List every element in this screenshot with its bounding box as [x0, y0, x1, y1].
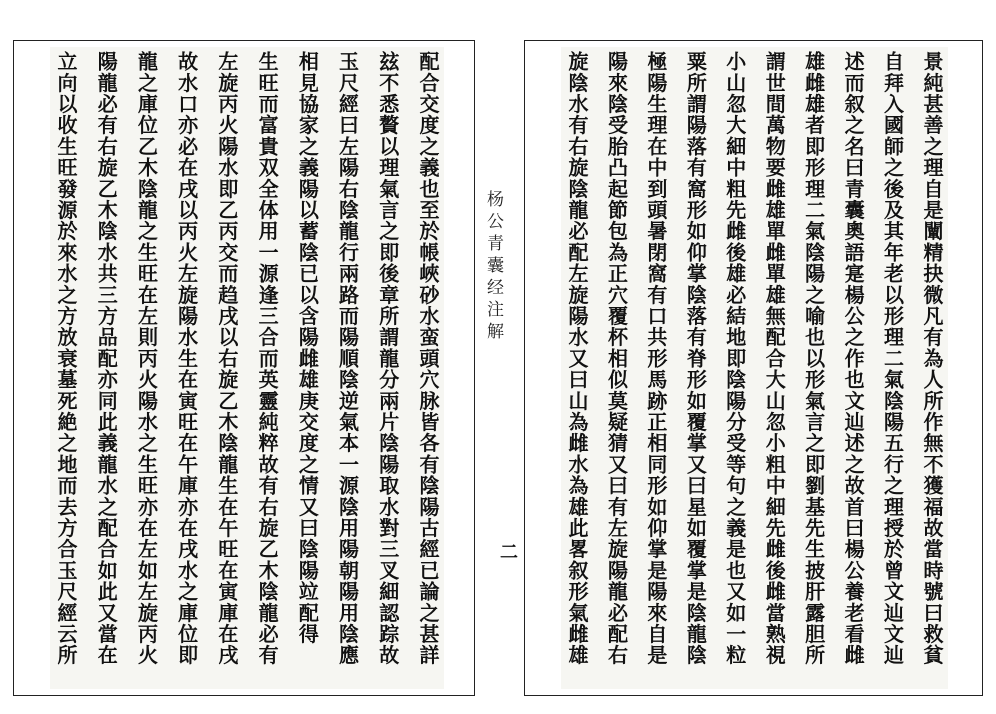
text-column: 龍之庫位乙木陰龍之生旺在左則丙火陽水之生旺亦在左如左旋丙火	[134, 51, 159, 666]
text-column: 玆不悉贅以理氣言之即後章所謂龍分兩片陰陽取水對三叉細認踪故	[375, 51, 400, 666]
right-page	[524, 40, 983, 696]
right-text-block	[561, 47, 948, 689]
text-column: 立向以收生旺發源於來水之方放衰墓死絶之地而去方合玉尺經云所	[54, 51, 78, 666]
text-column: 陽龍必有右旋乙木陰水共三方品配亦同此義龍水之配合如此又當在	[94, 51, 119, 666]
text-column: 述而叙之名曰青囊奧語寔楊公之作也文辿述之故首曰楊公養老看雌	[841, 51, 866, 666]
text-column: 謂世間萬物要雌雄單雌單雄無配合大山忽小粗中細先雌後雌當熟視	[762, 51, 787, 666]
text-column: 粟所謂陽落有窩形如仰掌陰落有脊形如覆掌又曰星如覆掌是陰龍陰	[683, 51, 708, 666]
text-column: 景純甚善之理自是闡精抉微凡有為人所作無不獲福故當時號曰救貧	[919, 51, 944, 666]
text-column: 生旺而富貴双全体用一源逢三合而英靈純粹故有右旋乙木陰龍必有	[255, 51, 280, 666]
spine-title: 杨公青囊经注解	[483, 190, 503, 344]
text-column: 故水口亦必在戌以丙火左旋陽水生在寅旺在午庫亦在戌水之庫位即	[174, 51, 199, 666]
text-column: 極陽生理在中到頭暑閉窩有口共形馬跡正相同形如仰掌是陽來自是	[643, 51, 668, 666]
text-column: 旋陰水有右旋陰龍必配左旋陽水又曰山為雌水為雄此畧叙形氣雌雄	[565, 51, 589, 666]
text-column: 相見協家之義陽以蓄陰已以含陽雌雄庚交度之情又曰陰陽竝配得	[295, 51, 320, 645]
page-number: 二	[500, 542, 518, 563]
text-column: 配合交度之義也至於帳峽砂水蛮頭穴脉皆各有陰陽古經已論之甚詳	[415, 51, 440, 666]
text-column: 雄雌雄者即形理二氣陰陽之喻也以形氣言之即劉基先生披肝露胆所	[801, 51, 826, 666]
text-column: 陽來陰受胎凸起節包為正穴覆杯相似莫疑猜又曰有左旋陽龍必配右	[604, 51, 629, 666]
text-column: 左旋丙火陽水即乙丙交而趋戌以右旋乙木陰龍生在午旺在寅庫在戌	[214, 51, 239, 666]
text-column: 小山忽大細中粗先雌後雄必結地即陰陽分受等句之義是也又如一粒	[722, 51, 747, 666]
left-text-block	[50, 47, 444, 689]
left-page	[13, 40, 475, 696]
text-column: 玉尺經曰左陽右陰龍行兩路而陽順陰逆氣本一源陰用陽朝陽用陰應	[335, 51, 360, 666]
text-column: 自拜入國師之後及其年老以形理二氣陰陽五行之理授於曾文辿文辿	[880, 51, 905, 666]
